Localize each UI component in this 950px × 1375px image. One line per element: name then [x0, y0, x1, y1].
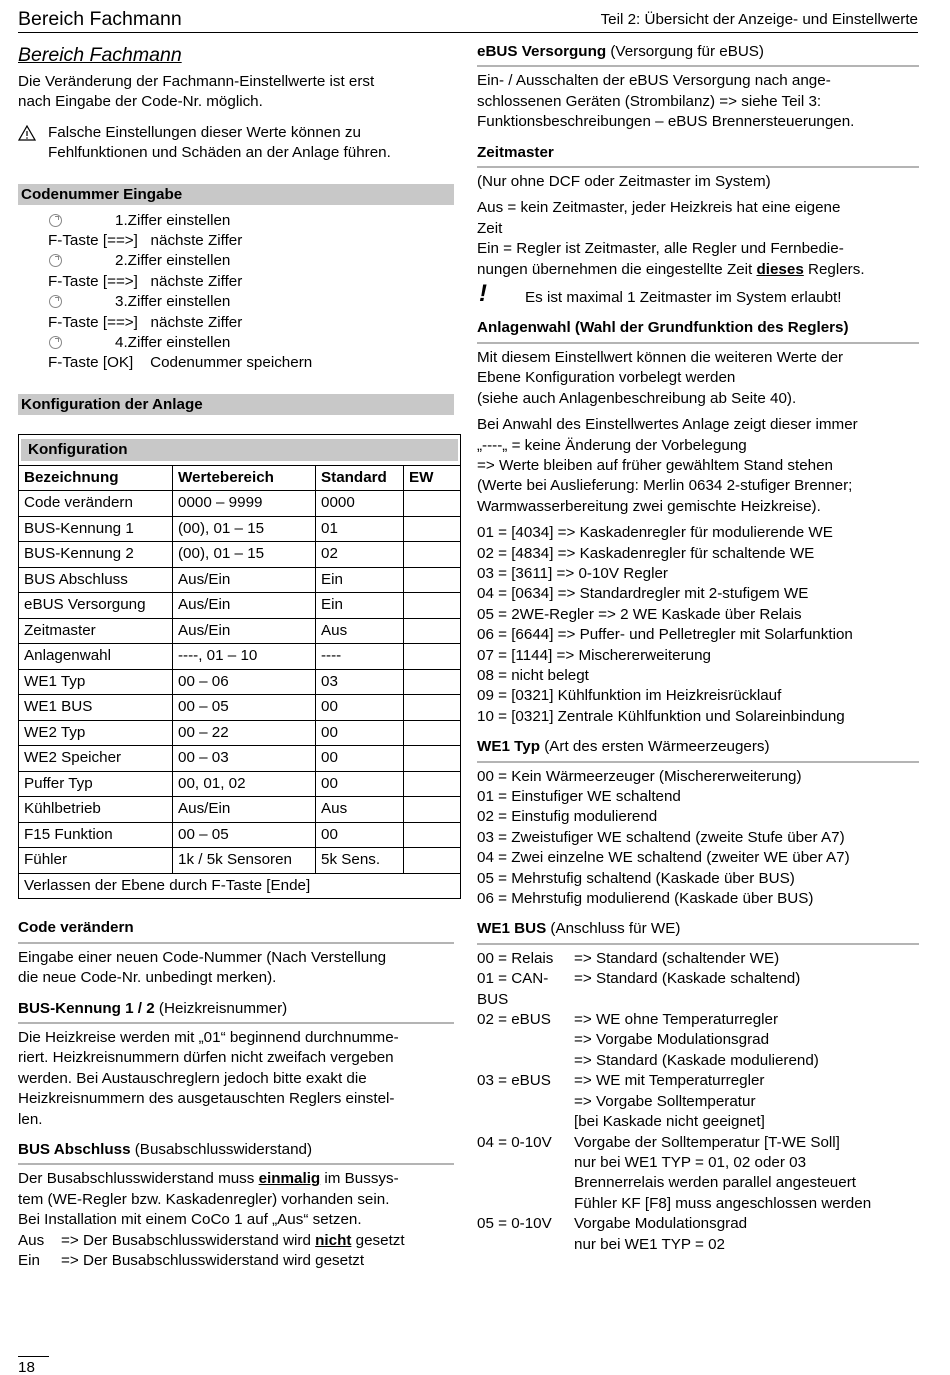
text-line — [18, 1169, 454, 1189]
subsection-title-bold: Anlagenwahl (Wahl der Grundfunktion des Reglers) — [477, 319, 849, 337]
table-cell — [404, 542, 461, 568]
emphasis-text: nicht — [315, 1231, 352, 1249]
table-cell — [404, 567, 461, 593]
subsection-title-rest: (Heizkreisnummer) — [154, 999, 288, 1017]
text-span: gesetzt — [351, 1231, 405, 1249]
option-code: 04 = 0-10V — [477, 1133, 552, 1151]
digit-label: 1.Ziffer einstellen — [115, 211, 231, 229]
table-cell: BUS Abschluss — [19, 567, 173, 593]
digit-label: 2.Ziffer einstellen — [115, 252, 231, 270]
warning-note — [18, 123, 454, 164]
option-description: => Vorgabe Modulationsgrad — [574, 1031, 770, 1049]
table-footer: Verlassen der Ebene durch F-Taste [Ende] — [19, 873, 461, 899]
option-description: Vorgabe Modulationsgrad — [574, 1215, 748, 1233]
table-cell — [404, 644, 461, 670]
text-line: Warmwasserbereitung zwei gemischte Heizkreise). — [477, 497, 821, 515]
text-line: tem (WE-Regler bzw. Kaskadenregler) vorhanden sein. — [18, 1190, 390, 1208]
text-line — [18, 1231, 454, 1251]
option-code: 01 = CAN-BUS — [477, 970, 549, 1008]
option-description: => Vorgabe Solltemperatur — [574, 1092, 756, 1110]
warning-icon — [18, 125, 36, 141]
exclamation-note — [477, 280, 919, 308]
text-line: Aus = kein Zeitmaster, jeder Heizkreis hat eine eigene — [477, 199, 841, 217]
table-cell: 00 – 03 — [173, 746, 316, 772]
table-cell: 5k Sens. — [316, 848, 404, 874]
subsection-title-rest: (Busabschlusswiderstand) — [130, 1140, 313, 1158]
table-row — [19, 593, 461, 619]
table-row — [19, 618, 461, 644]
text-line: Bei Installation mit einem CoCo 1 auf „Aus“ setzen. — [18, 1211, 362, 1229]
subsection-title — [18, 1140, 454, 1165]
option-code: 00 = Relais — [477, 949, 554, 967]
table-cell — [404, 746, 461, 772]
text-line: Bei Anwahl des Einstellwertes Anlage zeigt dieser immer — [477, 416, 858, 434]
text-line: Ein- / Ausschalten der eBUS Versorgung nach ange- — [477, 72, 831, 90]
subsection-title-bold: Zeitmaster — [477, 143, 554, 161]
bus-abschluss-section — [18, 1140, 454, 1271]
text-span: Aus => Der Busabschlusswiderstand wird — [18, 1231, 316, 1249]
subsection-title-bold: BUS-Kennung 1 / 2 — [18, 999, 155, 1017]
table-cell: WE1 BUS — [19, 695, 173, 721]
configuration-table — [18, 434, 461, 900]
text-line: riert. Heizkreisnummern dürfen nicht zweifach vergeben — [18, 1049, 394, 1067]
option-code — [477, 1235, 574, 1255]
table-row — [19, 822, 461, 848]
table-cell: Fühler — [19, 848, 173, 874]
list-item: 06 = Mehrstufig modulierend (Kaskade über BUS) — [477, 890, 814, 908]
digit-label: 3.Ziffer einstellen — [115, 293, 231, 311]
paragraph — [477, 348, 919, 409]
subsection-title — [477, 42, 919, 67]
subsection-title-bold: WE1 BUS — [477, 920, 547, 938]
table-cell: eBUS Versorgung — [19, 593, 173, 619]
table-cell — [404, 669, 461, 695]
table-cell: WE1 Typ — [19, 669, 173, 695]
option-code — [477, 1112, 574, 1132]
table-cell: Aus — [316, 618, 404, 644]
option-code — [477, 1030, 574, 1050]
section-heading: Bereich Fachmann — [18, 44, 182, 66]
table-cell: Aus — [316, 797, 404, 823]
option-description: Brennerrelais werden parallel angesteuert — [574, 1174, 856, 1192]
table-cell: Ein — [316, 593, 404, 619]
text-line: Eingabe einer neuen Code-Nummer (Nach Verstellung — [18, 948, 387, 966]
table-cell: 03 — [316, 669, 404, 695]
option-description: => Standard (Kaskade schaltend) — [574, 970, 801, 988]
table-cell: 00 – 05 — [173, 695, 316, 721]
header-left-title: Bereich Fachmann — [18, 8, 182, 30]
text-span: Der Busabschlusswiderstand muss — [18, 1170, 259, 1188]
list-item: 06 = [6644] => Puffer- und Pelletregler mit Solarfunktion — [477, 626, 853, 644]
option-description: => Standard (Kaskade modulierend) — [574, 1051, 819, 1069]
header-right-title: Teil 2: Übersicht der Anzeige- und Einstellwerte — [600, 11, 918, 28]
list-item: 05 = 2WE-Regler => 2 WE Kaskade über Relais — [477, 605, 802, 623]
table-cell: 01 — [316, 516, 404, 542]
subsection-title-bold: Code verändern — [18, 919, 134, 937]
option-code — [477, 1051, 574, 1071]
subsection-title — [18, 999, 454, 1024]
subsection-title-bold: WE1 Typ — [477, 738, 541, 756]
table-cell: 00, 01, 02 — [173, 771, 316, 797]
text-line: Ebene Konfiguration vorbelegt werden — [477, 369, 736, 387]
column-header: Standard — [316, 465, 404, 491]
text-line: (Werte bei Auslieferung: Merlin 0634 2-stufiger Brenner; — [477, 477, 853, 495]
ftaste-step: F-Taste [==>] nächste Ziffer — [48, 272, 243, 290]
table-cell: 00 – 22 — [173, 720, 316, 746]
subsection-title-bold: eBUS Versorgung — [477, 43, 607, 60]
table-row — [19, 848, 461, 874]
text-line: „----„ = keine Änderung der Vorbelegung — [477, 436, 747, 454]
note-text: Es ist maximal 1 Zeitmaster im System erlaubt! — [525, 289, 842, 307]
table-cell: F15 Funktion — [19, 822, 173, 848]
table-footer-row — [19, 873, 461, 899]
option-code: 03 = eBUS — [477, 1072, 551, 1090]
list-item: 01 = Einstufiger WE schaltend — [477, 788, 681, 805]
table-caption: Konfiguration — [21, 439, 458, 461]
bus-kennung-section — [18, 999, 454, 1130]
warning-line: Fehlfunktionen und Schäden an der Anlage führen. — [48, 144, 391, 162]
table-cell: (00), 01 – 15 — [173, 516, 316, 542]
list-item: 02 = Einstufig modulierend — [477, 808, 658, 826]
table-cell: BUS-Kennung 1 — [19, 516, 173, 542]
rotary-knob-icon — [49, 254, 62, 267]
ftaste-step: F-Taste [==>] nächste Ziffer — [48, 232, 243, 250]
table-cell: ----, 01 – 10 — [173, 644, 316, 670]
table-header-row — [19, 465, 461, 491]
option-description: [bei Kaskade nicht geeignet] — [574, 1113, 765, 1131]
exclamation-icon: ! — [479, 280, 487, 308]
option-code — [477, 1153, 574, 1173]
we1-typ-section — [477, 737, 919, 909]
option-description: => WE ohne Temperaturregler — [574, 1011, 779, 1029]
list-item: 02 = [4834] => Kaskadenregler für schaltende WE — [477, 544, 815, 562]
digit-label: 4.Ziffer einstellen — [115, 334, 231, 352]
table-body — [19, 491, 461, 874]
page-header — [18, 7, 918, 33]
table-cell: (00), 01 – 15 — [173, 542, 316, 568]
subsection-title — [18, 918, 454, 943]
table-row — [19, 720, 461, 746]
table-cell — [404, 797, 461, 823]
right-column — [477, 42, 919, 1255]
zeitmaster-section — [477, 143, 919, 309]
paragraph — [477, 415, 919, 517]
table-row — [19, 491, 461, 517]
list-item: 04 = Zwei einzelne WE schaltend (zweiter WE über A7) — [477, 849, 850, 867]
list-item: 01 = [4034] => Kaskadenregler für modulierende WE — [477, 524, 833, 542]
list-item: 05 = Mehrstufig schaltend (Kaskade über BUS) — [477, 869, 795, 887]
text-line: (Nur ohne DCF oder Zeitmaster im System) — [477, 173, 771, 191]
table-cell: 02 — [316, 542, 404, 568]
digit-step — [48, 211, 454, 231]
code-steps — [48, 211, 454, 374]
table-cell — [404, 822, 461, 848]
list-item: 00 = Kein Wärmeerzeuger (Mischererweiterung) — [477, 767, 802, 785]
table-cell: 00 — [316, 720, 404, 746]
table-cell — [404, 491, 461, 517]
option-description: => Standard (schaltender WE) — [574, 949, 780, 967]
page-number: 18 — [18, 1356, 49, 1375]
table-cell: Aus/Ein — [173, 618, 316, 644]
text-line: Die Heizkreise werden mit „01“ beginnend durchnumme- — [18, 1028, 399, 1046]
table-row — [19, 746, 461, 772]
table-caption-row — [19, 434, 461, 465]
option-description: nur bei WE1 TYP = 02 — [574, 1235, 725, 1253]
subsection-title-bold: BUS Abschluss — [18, 1140, 131, 1158]
table-cell: ---- — [316, 644, 404, 670]
text-line: werden. Bei Austauschreglern jedoch bitte exakt die — [18, 1069, 367, 1087]
intro-line: Die Veränderung der Fachmann-Einstellwerte ist erst — [18, 73, 375, 90]
text-line — [477, 260, 919, 280]
subsection-title — [477, 919, 919, 944]
table-cell — [404, 720, 461, 746]
table-cell: 00 — [316, 822, 404, 848]
table-cell — [404, 593, 461, 619]
emphasis-text: dieses — [756, 260, 804, 278]
table-cell: Aus/Ein — [173, 567, 316, 593]
rotary-knob-icon — [49, 295, 62, 308]
table-cell — [404, 771, 461, 797]
text-line: Heizkreisnummern des ausgetauschten Reglers einstel- — [18, 1090, 395, 1108]
table-cell: Aus/Ein — [173, 593, 316, 619]
option-code: 02 = eBUS — [477, 1011, 551, 1029]
text-line: Zeit — [477, 219, 503, 237]
table-row — [19, 542, 461, 568]
list-item: 08 = nicht belegt — [477, 666, 589, 684]
table-cell: 00 — [316, 695, 404, 721]
code-entry-heading: Codenummer Eingabe — [18, 184, 454, 205]
text-line: Funktionsbeschreibungen – eBUS Brennersteuerungen. — [477, 113, 855, 131]
intro-text — [18, 72, 454, 113]
table-cell: Puffer Typ — [19, 771, 173, 797]
table-cell: WE2 Speicher — [19, 746, 173, 772]
ftaste-step: F-Taste [OK] Codenummer speichern — [48, 354, 313, 372]
list-item: 03 = [3611] => 0-10V Regler — [477, 564, 668, 582]
warning-line: Falsche Einstellungen dieser Werte können zu — [48, 123, 361, 141]
we1-bus-list — [477, 949, 919, 1255]
subsection-title — [477, 318, 919, 343]
anlagenwahl-section — [477, 318, 919, 727]
table-cell: 00 — [316, 746, 404, 772]
table-cell: 00 – 06 — [173, 669, 316, 695]
text-span: im Bussys- — [320, 1170, 399, 1188]
text-line: (siehe auch Anlagenbeschreibung ab Seite 40). — [477, 389, 797, 407]
left-column — [18, 42, 454, 1271]
we1-bus-section — [477, 919, 919, 1255]
column-header: Wertebereich — [173, 465, 316, 491]
option-description: => WE mit Temperaturregler — [574, 1072, 765, 1090]
digit-step — [48, 251, 454, 271]
table-cell: WE2 Typ — [19, 720, 173, 746]
text-line: Ein = Regler ist Zeitmaster, alle Regler und Fernbedie- — [477, 240, 844, 258]
ebus-section — [477, 42, 919, 133]
subsection-title-rest: (Art des ersten Wärmeerzeugers) — [540, 738, 770, 756]
configuration-heading: Konfiguration der Anlage — [18, 394, 454, 415]
anlagen-list — [477, 523, 919, 727]
table-cell — [404, 848, 461, 874]
table-cell: 00 – 05 — [173, 822, 316, 848]
subsection-title-rest: (Versorgung für eBUS) — [606, 43, 764, 60]
option-description: nur bei WE1 TYP = 01, 02 oder 03 — [574, 1153, 807, 1171]
option-code: 05 = 0-10V — [477, 1215, 552, 1233]
table-cell: Code verändern — [19, 491, 173, 517]
text-line: Ein => Der Busabschlusswiderstand wird gesetzt — [18, 1252, 365, 1269]
option-description: Fühler KF [F8] muss angeschlossen werden — [574, 1194, 872, 1212]
table-row — [19, 644, 461, 670]
emphasis-text: einmalig — [258, 1170, 321, 1188]
rotary-knob-icon — [49, 214, 62, 227]
table-cell — [404, 516, 461, 542]
table-cell: Ein — [316, 567, 404, 593]
table-row — [19, 516, 461, 542]
table-caption-cell — [19, 434, 461, 465]
table-cell: 0000 – 9999 — [173, 491, 316, 517]
list-item: 10 = [0321] Zentrale Kühlfunktion und Solareinbindung — [477, 707, 845, 725]
digit-step — [48, 292, 454, 312]
list-item: 03 = Zweistufiger WE schaltend (zweite Stufe über A7) — [477, 828, 845, 846]
table-row — [19, 669, 461, 695]
option-code — [477, 1092, 574, 1112]
column-header: EW — [404, 465, 461, 491]
list-item: 09 = [0321] Kühlfunktion im Heizkreisrücklauf — [477, 687, 782, 705]
table-cell — [404, 618, 461, 644]
digit-step — [48, 333, 454, 353]
table-cell: BUS-Kennung 2 — [19, 542, 173, 568]
option-code — [477, 1173, 574, 1193]
option-description: Vorgabe der Solltemperatur [T-WE Soll] — [574, 1133, 840, 1151]
list-item: 07 = [1144] => Mischererweiterung — [477, 646, 711, 664]
table-cell: Anlagenwahl — [19, 644, 173, 670]
table-cell: 0000 — [316, 491, 404, 517]
table-cell: 00 — [316, 771, 404, 797]
list-item: 04 = [0634] => Standardregler mit 2-stufigem WE — [477, 585, 809, 603]
table-row — [19, 797, 461, 823]
text-line: => Werte bleiben auf früher gewähltem Stand stehen — [477, 456, 834, 474]
intro-line: nach Eingabe der Code-Nr. möglich. — [18, 93, 263, 111]
table-cell: Aus/Ein — [173, 797, 316, 823]
table-cell: Zeitmaster — [19, 618, 173, 644]
table-cell: 1k / 5k Sensoren — [173, 848, 316, 874]
text-line: len. — [18, 1110, 43, 1128]
code-change-section — [18, 918, 454, 988]
column-header: Bezeichnung — [19, 465, 173, 491]
subsection-title — [477, 737, 919, 762]
table-cell: Kühlbetrieb — [19, 797, 173, 823]
table-row — [19, 771, 461, 797]
rotary-knob-icon — [49, 336, 62, 349]
table-row — [19, 695, 461, 721]
table-row — [19, 567, 461, 593]
option-code — [477, 1194, 574, 1214]
text-line: schlossenen Geräten (Strombilanz) => siehe Teil 3: — [477, 92, 822, 110]
text-span: Reglers. — [803, 260, 865, 278]
text-line: die neue Code-Nr. unbedingt merken). — [18, 969, 277, 987]
text-line: Mit diesem Einstellwert können die weiteren Werte der — [477, 348, 844, 366]
table-cell — [404, 695, 461, 721]
ftaste-step: F-Taste [==>] nächste Ziffer — [48, 313, 243, 331]
subsection-title — [477, 143, 919, 168]
text-span: nungen übernehmen die eingestellte Zeit — [477, 260, 757, 278]
subsection-title-rest: (Anschluss für WE) — [546, 920, 681, 938]
